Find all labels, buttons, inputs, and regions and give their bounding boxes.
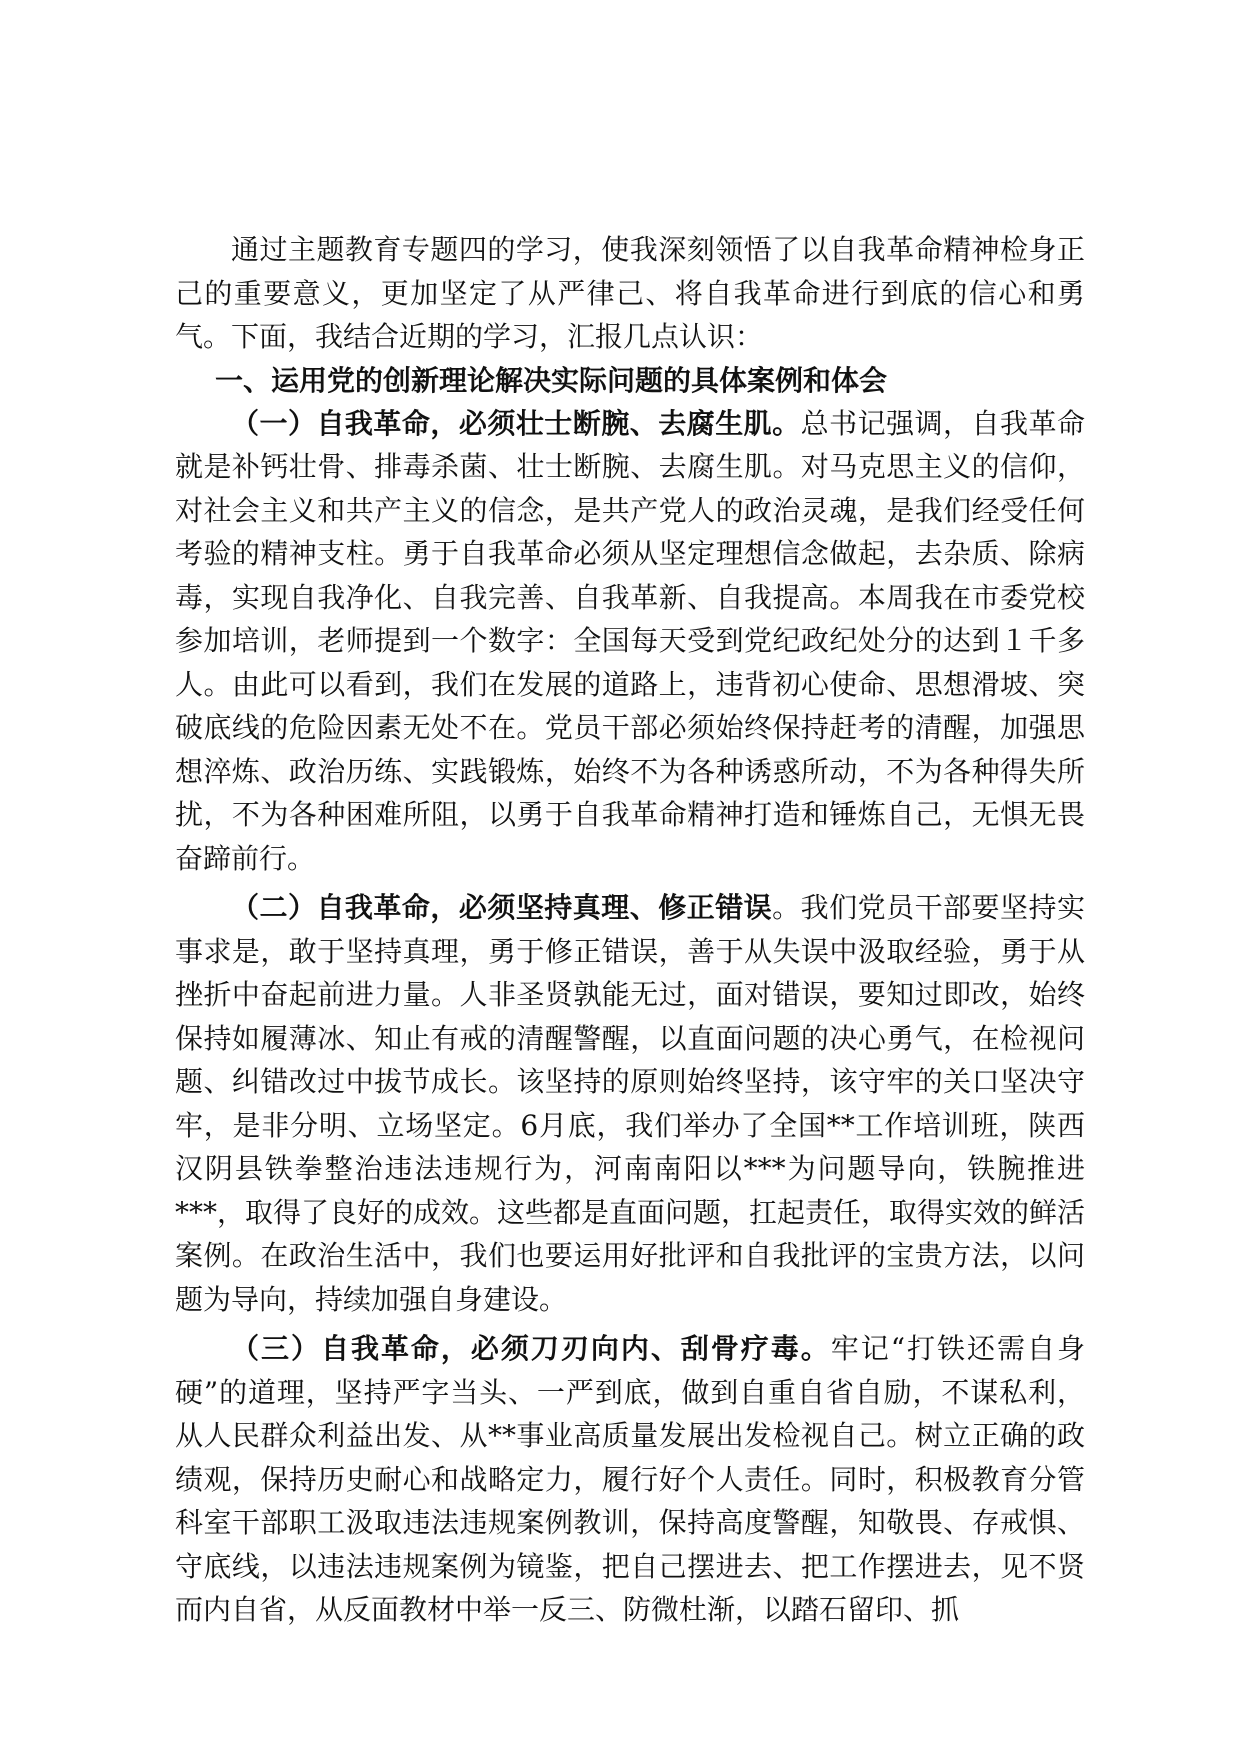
subsection-3-body: 牢记“打铁还需自身硬”的道理，坚持严字当头、一严到底，做到自重自省自励，不谋私利，从人民群众利益出发、从**事业高质量发展出发检视自己。树立正确的政绩观，保持历史耐心和战略定力，履行好个人责任。同时，积极教育分管科室干部职工汲取违法违规案例教训，保持高度警醒，知敬畏、存戒惧、守底线，以违法违规案例为镜鉴，把自己摆进去、把工作摆进去，见不贤而内自省，从反面教材中举一反三、防微杜渐，以踏石留印、抓 <box>175 1332 1085 1626</box>
intro-paragraph: 通过主题教育专题四的学习，使我深刻领悟了以自我革命精神检身正己的重要意义，更加坚定了从严律己、将自我革命进行到底的信心和勇气。下面，我结合近期的学习，汇报几点认识： <box>175 233 1085 353</box>
subsection-2-body: 。我们党员干部要坚持实事求是，敢于坚持真理，勇于修正错误，善于从失误中汲取经验，勇于从挫折中奋起前进力量。人非圣贤孰能无过，面对错误，要知过即改，始终保持如履薄冰、知止有戒的清醒警醒，以直面问题的决心勇气，在检视问题、纠错改过中拔节成长。该坚持的原则始终坚持，该守牢的关口坚决守牢，是非分明、立场坚定。6月底，我们举办了全国**工作培训班，陕西汉阴县铁拳整治违法违规行为，河南南阳以***为问题导向，铁腕推进***，取得了良好的成效。这些都是直面问题，扛起责任，取得实效的鲜活案例。在政治生活中，我们也要运用好批评和自我批评的宝贵方法，以问题为导向，持续加强自身建设。 <box>175 891 1086 1316</box>
subsection-3-title: （三）自我革命，必须刀刃向内、刮骨疗毒。 <box>231 1332 831 1365</box>
subsection-1-body: 总书记强调，自我革命就是补钙壮骨、排毒杀菌、壮士断腕、去腐生肌。对马克思主义的信仰，对社会主义和共产主义的信念，是共产党人的政治灵魂，是我们经受任何考验的精神支柱。勇于自我革命必须从坚定理想信念做起，去杂质、除病毒，实现自我净化、自我完善、自我革新、自我提高。本周我在市委党校参加培训，老师提到一个数字：全国每天受到党纪政纪处分的达到１千多人。由此可以看到，我们在发展的道路上，违背初心使命、思想滑坡、突破底线的危险因素无处不在。党员干部必须始终保持赶考的清醒，加强思想淬炼、政治历练、实践锻炼，始终不为各种诱惑所动，不为各种得失所扰，不为各种困难所阻，以勇于自我革命精神打造和锤炼自己，无惧无畏奋蹄前行。 <box>175 406 1085 875</box>
document-page <box>175 228 1085 1632</box>
subsection-3-paragraph <box>175 1327 1085 1632</box>
subsection-1-title: （一）自我革命，必须壮士断腕、去腐生肌。 <box>231 406 801 440</box>
subsection-2-paragraph <box>175 886 1085 1321</box>
section-heading: 一、运用党的创新理论解决实际问题的具体案例和体会 <box>215 363 888 397</box>
subsection-1-paragraph <box>175 402 1085 881</box>
subsection-2-title: （二）自我革命，必须坚持真理、修正错误 <box>231 891 773 924</box>
